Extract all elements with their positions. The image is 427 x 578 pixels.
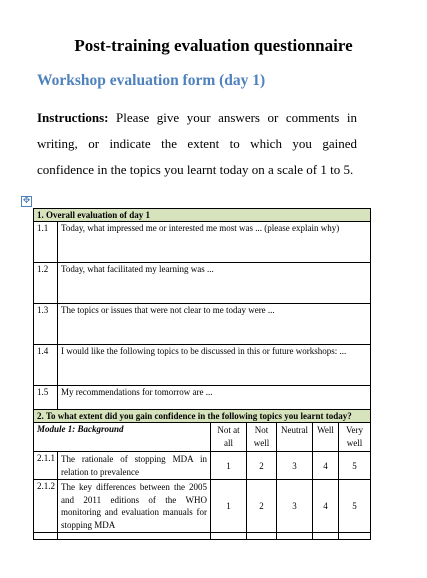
item-number: 1.2 [34, 263, 58, 304]
item-number: 1.3 [34, 304, 58, 345]
table-row [34, 452, 371, 480]
evaluation-table [33, 208, 371, 540]
topic-cell: The key differences between the 2005 and 2011 editions of the WHO monitoring and evaluation manuals for stopping MDA [58, 480, 211, 533]
question-cell[interactable]: Today, what facilitated my learning was ... [58, 263, 371, 304]
empty-cell [313, 533, 339, 540]
rating-option[interactable]: 2 [247, 452, 277, 480]
section2-heading-row [34, 410, 371, 423]
item-number: 2.1.1 [34, 452, 58, 480]
item-number: 1.1 [34, 222, 58, 263]
rating-option[interactable]: 3 [277, 480, 313, 533]
table-row [34, 345, 371, 386]
table-row [34, 304, 371, 345]
form-subtitle: Workshop evaluation form (day 1) [37, 72, 266, 89]
scale-header: Not at all [211, 423, 247, 452]
scale-header-row [34, 423, 371, 452]
empty-cell [277, 533, 313, 540]
instructions-label: Instructions: [37, 110, 109, 125]
topic-cell: The rationale of stopping MDA in relation to prevalence [58, 452, 211, 480]
table-move-icon[interactable]: ✥ [22, 196, 31, 206]
rating-option[interactable]: 4 [313, 480, 339, 533]
scale-header: Very well [339, 423, 371, 452]
question-cell[interactable]: Today, what impressed me or interested me most was ... (please explain why) [58, 222, 371, 263]
rating-option[interactable]: 5 [339, 452, 371, 480]
item-number: 1.5 [34, 386, 58, 410]
section2-heading: 2. To what extent did you gain confidence in the following topics you learnt today? [34, 410, 371, 423]
instructions-text: Please give your answers or comments in writing, or indicate the extent to which you gained confidence in the topics you learnt today on a scale of 1 to 5. [37, 110, 357, 177]
scale-header: Well [313, 423, 339, 452]
empty-cell [34, 533, 58, 540]
instructions-paragraph [37, 105, 357, 183]
section1-heading: 1. Overall evaluation of day 1 [34, 209, 371, 222]
module-title: Module 1: Background [34, 423, 211, 452]
rating-option[interactable]: 1 [211, 480, 247, 533]
empty-cell [211, 533, 247, 540]
rating-option[interactable]: 2 [247, 480, 277, 533]
item-number: 1.4 [34, 345, 58, 386]
scale-header: Not well [247, 423, 277, 452]
question-cell[interactable]: The topics or issues that were not clear to me today were ... [58, 304, 371, 345]
section1-heading-row [34, 209, 371, 222]
scale-header: Neutral [277, 423, 313, 452]
rating-option[interactable]: 3 [277, 452, 313, 480]
table-row [34, 480, 371, 533]
page-title: Post-training evaluation questionnaire [74, 36, 353, 55]
table-row [34, 386, 371, 410]
question-cell[interactable]: I would like the following topics to be discussed in this or future workshops: ... [58, 345, 371, 386]
empty-cell [247, 533, 277, 540]
rating-option[interactable]: 5 [339, 480, 371, 533]
item-number: 2.1.2 [34, 480, 58, 533]
empty-row [34, 533, 371, 540]
empty-cell [58, 533, 211, 540]
empty-cell [339, 533, 371, 540]
rating-option[interactable]: 1 [211, 452, 247, 480]
rating-option[interactable]: 4 [313, 452, 339, 480]
table-row [34, 263, 371, 304]
table-row [34, 222, 371, 263]
question-cell[interactable]: My recommendations for tomorrow are ... [58, 386, 371, 410]
